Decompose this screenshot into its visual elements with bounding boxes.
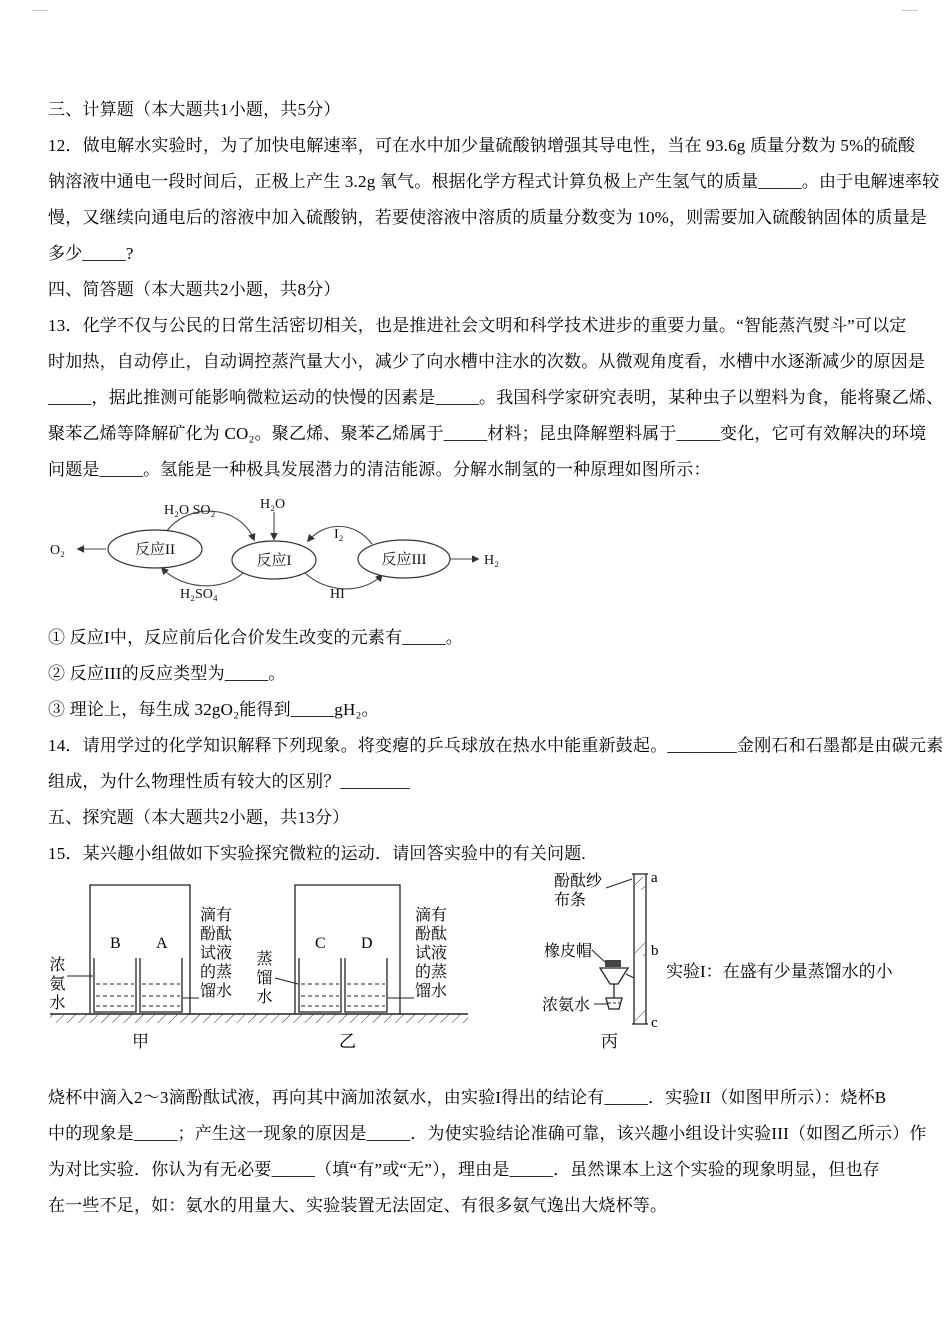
beaker-d-label: D (361, 935, 373, 952)
funnel-cup (600, 968, 628, 984)
reaction2-label: 反应II (135, 542, 175, 558)
yi-cover-beaker (295, 885, 400, 1014)
q13-line-1: 13．化学不仅与公民的日常生活密切相关，也是推进社会文明和科学技术进步的重要力量。“智能蒸汽熨斗”可以定 (48, 316, 907, 335)
tube-mark-a: a (651, 870, 658, 886)
gauze-strip-c (635, 1009, 645, 1022)
hydrogen-cycle-diagram (48, 494, 568, 616)
beaker-a-shape (140, 958, 182, 1012)
beaker-a-label: A (156, 935, 168, 952)
distilled-water-label: 蒸馏水 (256, 951, 273, 1006)
q13-line-3: _____，据此推测可能影响微粒运动的快慢的因素是_____。我国科学家研究表明，某种虫子以塑料为食，能将聚乙烯、 (48, 388, 944, 407)
phenol-water-right-label: 滴有酚酞试液的蒸馏水 (415, 907, 448, 1000)
o2-label: O₂ (50, 543, 65, 558)
q15-line-2: 中的现象是_____；产生这一现象的原因是_____．为使实验结论准确可靠，该兴趣小组设计实验III（如图乙所示）作 (48, 1124, 927, 1143)
ground-hatching (50, 1014, 468, 1023)
beaker-b-shape (94, 958, 136, 1012)
gauze-label: 酚酞纱布条 (554, 873, 603, 909)
figure-yi-caption: 乙 (339, 1032, 356, 1051)
q13-line-2: 时加热，自动停止，自动调控蒸汽量大小，减少了向水槽中注水的次数。从微观角度看，水槽中水逐渐减少的原因是 (48, 352, 926, 371)
reaction1-label: 反应I (256, 553, 292, 569)
tube-mark-b: b (651, 943, 659, 959)
reaction3-label: 反应III (381, 552, 427, 568)
section3-header: 三、计算题（本大题共1小题，共5分） (48, 100, 341, 119)
tube-mark-c: c (651, 1015, 658, 1031)
q13-sub-1: ① 反应I中，反应前后化合价发生改变的元素有_____。 (48, 628, 464, 647)
q15-line-3: 为对比实验．你认为有无必要_____（填“有”或“无”），理由是_____．虽然课本上这个实验的现象明显，但也存 (48, 1160, 880, 1179)
yi-apparatus (275, 885, 414, 1014)
hi-label: HI (330, 587, 345, 602)
h2o-label: H₂O (260, 497, 286, 512)
q12-line-4: 多少_____? (48, 244, 134, 263)
beaker-d-shape (345, 958, 387, 1012)
figure-bing-caption: 丙 (601, 1032, 618, 1051)
q13-sub-2: ② 反应III的反应类型为_____。 (48, 664, 286, 683)
q14-line-1: 14．请用学过的化学知识解释下列现象。将变瘪的乒乓球放在热水中能重新鼓起。________金刚石和石墨都是由碳元素 (48, 736, 944, 755)
funnel-tube-connector (626, 974, 634, 978)
page-corner-mark-right (902, 10, 918, 11)
beaker-b-label: B (110, 935, 121, 952)
i2-label: I₂ (334, 527, 344, 542)
q15-line-4: 在一些不足，如：氨水的用量大、实验装置无法固定、有很多氨气逸出大烧杯等。 (48, 1196, 668, 1215)
beaker-liquid-lines-yi (301, 984, 385, 1006)
q15-intro: 15．某兴趣小组做如下实验探究微粒的运动．请回答实验中的有关问题. (48, 844, 586, 863)
section5-header: 五、探究题（本大题共2小题，共13分） (48, 808, 350, 827)
figure-jia-caption: 甲 (132, 1032, 149, 1051)
h2-label: H₂ (484, 553, 499, 568)
beaker-c-shape (299, 958, 341, 1012)
exam-content (48, 92, 944, 1224)
q13-sub-3: ③ 理论上，每生成 32gO₂能得到_____gH₂。 (48, 700, 379, 719)
arrow-r1-to-r2 (162, 568, 244, 586)
beaker-c-label: C (315, 935, 326, 952)
conc-ammonia-bing-label: 浓氨水 (542, 997, 591, 1014)
q14-line-2: 组成，为什么物理性质有较大的区别？________ (48, 772, 410, 791)
h2so4-label: H₂SO₄ (180, 587, 218, 602)
phenol-water-left-label: 滴有酚酞试液的蒸馏水 (200, 907, 233, 1000)
experiment-figure (48, 872, 904, 1072)
gauze-strip-b (635, 943, 645, 956)
rubber-cap-shape (605, 960, 621, 967)
q12-line-1: 12．做电解水实验时，为了加快电解速率，可在水中加少量硫酸钠增强其导电性，当在 93.6g 质量分数为 5%的硫酸 (48, 136, 916, 155)
jia-apparatus (67, 885, 199, 1014)
conc-ammonia-label: 浓氨水 (49, 957, 66, 1012)
q15-line-1: 烧杯中滴入2～3滴酚酞试液，再向其中滴加浓氨水，由实验I得出的结论有_____．实验II（如图甲所示）：烧杯B (48, 1088, 887, 1107)
q13-line-4: 聚苯乙烯等降解矿化为 CO₂。聚乙烯、聚苯乙烯属于_____材料；昆虫降解塑料属于_____变化，它可有效解决的环境 (48, 424, 927, 443)
h2o-so2-label: H₂O SO₂ (164, 503, 216, 518)
q12-line-2: 钠溶液中通电一段时间后，正极上产生 3.2g 氧气。根据化学方程式计算负极上产生氢气的质量_____。由于电解速率较 (48, 172, 940, 191)
page-corner-mark-left (32, 10, 48, 11)
q15-side-text: 实验I：在盛有少量蒸馏水的小 (666, 962, 893, 981)
beaker-liquid-lines (96, 984, 180, 1006)
leader-rubber-cap (592, 950, 605, 962)
rubber-cap-label: 橡皮帽 (544, 943, 593, 960)
gauze-strip-a (635, 877, 645, 890)
q12-line-3: 慢，又继续向通电后的溶液中加入硫酸钠，若要使溶液中溶质的质量分数变为 10%，则需要加入硫酸钠固体的质量是 (48, 208, 928, 227)
section4-header: 四、简答题（本大题共2小题，共8分） (48, 280, 341, 299)
hydrogen-cycle-figure (48, 494, 904, 616)
q13-line-5: 问题是_____。氢能是一种极具发展潜力的清洁能源。分解水制氢的一种原理如图所示： (48, 460, 711, 479)
